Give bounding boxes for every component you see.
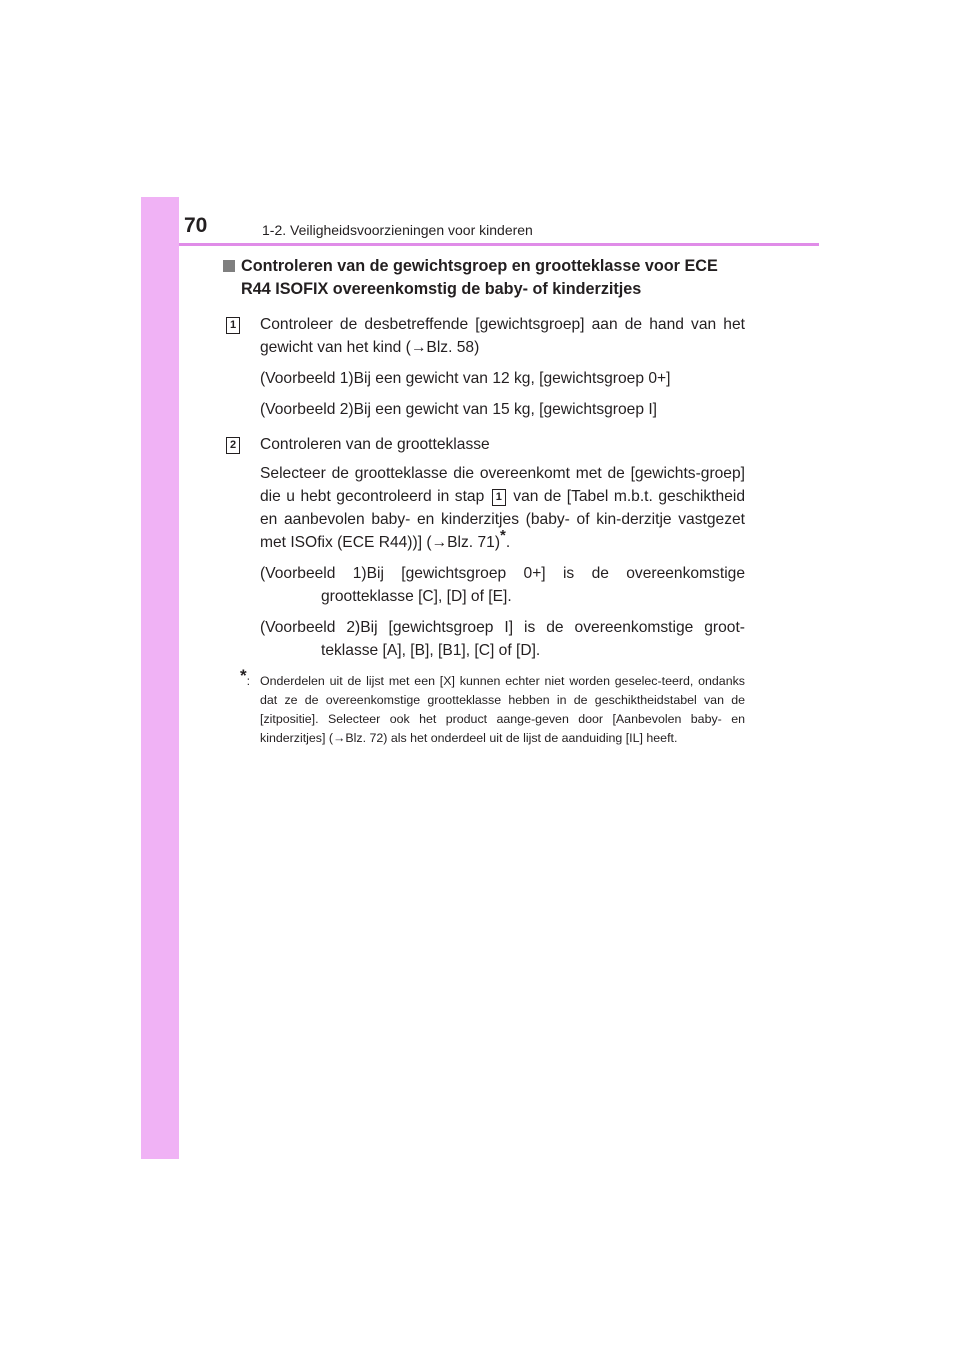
footnote-colon: : <box>246 674 251 688</box>
step-number-2: 2 <box>226 437 240 454</box>
footnote-star-ref: * <box>500 527 506 544</box>
section-header: 1-2. Veiligheidsvoorzieningen voor kinderen <box>262 222 533 238</box>
header-rule <box>179 243 819 246</box>
step-2-text-end: . <box>505 534 511 551</box>
step-1-example-2: (Voorbeeld 2)Bij een gewicht van 15 kg, [gewichtsgroep I] <box>260 401 658 418</box>
side-tab-band <box>141 197 179 1159</box>
footnote-star: * <box>240 666 247 685</box>
step-1 <box>223 313 745 421</box>
step-1-example-1: (Voorbeeld 1)Bij een gewicht van 12 kg, [gewichtsgroep 0+] <box>260 370 671 387</box>
step-1-text: Controleer de desbetreffende [gewichtsgroep] aan de hand van het gewicht van het kind (→Blz. 58) <box>260 316 745 356</box>
section-heading-text: Controleren van de gewichtsgroep en grootteklasse voor ECE R44 ISOFIX overeenkomstig de baby- of kinderzitjes <box>241 257 718 298</box>
step-reference-1: 1 <box>492 489 506 506</box>
step-2-text-before: Selecteer de grootteklasse die overeenkomt met de [gewichts-groep] die u hebt gecontroleerd in stap <box>260 465 745 505</box>
step-2-example-2: (Voorbeeld 2)Bij [gewichtsgroep I] is de overeenkomstige groot-teklasse [A], [B], [B1], [C] of [D]. <box>260 619 745 659</box>
step-2-text <box>260 462 745 554</box>
step-2-text-after: van de [Tabel m.b.t. geschiktheid en aanbevolen baby- en kinderzitjes (baby- of kin-derzitje vastgezet met ISOfix (ECE R44))] (→Blz. 71) <box>260 488 746 551</box>
step-2-example-1: (Voorbeeld 1)Bij [gewichtsgroep 0+] is de overeenkomstige grootteklasse [C], [D] of [E]. <box>260 565 745 605</box>
step-number-1: 1 <box>226 317 240 334</box>
section-heading <box>223 255 745 301</box>
step-2 <box>223 433 745 662</box>
page-number: 70 <box>184 214 208 237</box>
footnote <box>223 666 745 748</box>
square-bullet-icon <box>223 260 235 272</box>
content <box>223 255 745 748</box>
step-2-title: Controleren van de grootteklasse <box>260 436 490 453</box>
footnote-mark <box>240 666 251 691</box>
footnote-text: Onderdelen uit de lijst met een [X] kunnen echter niet worden geselec-teerd, ondanks dat ze de overeenkomstige grootteklasse hebben in de geschiktheidstabel van de [zitpositie]. Selecteer ook het product aange-geven door [Aanbevolen baby- en kinderzitjes] (→Blz. 72) als het onderdeel uit de lijst de aanduiding [IL] heeft. <box>260 674 745 745</box>
